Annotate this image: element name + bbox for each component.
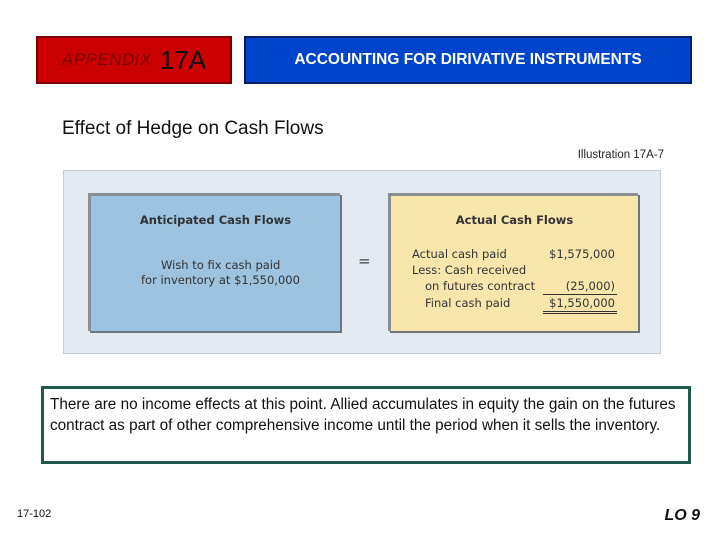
anticipated-heading: Anticipated Cash Flows bbox=[139, 213, 292, 227]
explanation-text: There are no income effects at this point. Allied accumulates in equity the gain on the futures contract as part of other comprehensive income until the period when it sells the inventory. bbox=[50, 396, 676, 434]
actual-cash-flows-card bbox=[388, 193, 638, 331]
appendix-word: APPENDIX bbox=[61, 50, 152, 69]
total-rule-2 bbox=[543, 313, 617, 314]
actual-heading: Actual Cash Flows bbox=[455, 213, 574, 227]
page-number: 17-102 bbox=[17, 508, 52, 520]
slide-title-text: ACCOUNTING FOR DIRIVATIVE INSTRUMENTS bbox=[294, 51, 642, 68]
anticipated-line-1: Wish to fix cash paid bbox=[161, 258, 281, 272]
actual-row-amount: (25,000) bbox=[565, 279, 615, 293]
anticipated-line-2: for inventory at $1,550,000 bbox=[141, 273, 300, 287]
learning-objective: LO 9 bbox=[664, 507, 700, 524]
subtotal-rule bbox=[543, 294, 617, 295]
slide-title bbox=[244, 36, 692, 84]
total-rule-1 bbox=[543, 311, 617, 312]
equals-sign: = bbox=[358, 252, 371, 270]
slide-subtitle: Effect of Hedge on Cash Flows bbox=[62, 118, 324, 139]
actual-row-amount: $1,575,000 bbox=[549, 247, 615, 261]
actual-row-label: Final cash paid bbox=[425, 296, 511, 310]
actual-row-label: Less: Cash received bbox=[412, 263, 527, 277]
actual-row-label: Actual cash paid bbox=[412, 247, 507, 261]
anticipated-cash-flows-card bbox=[88, 193, 340, 331]
actual-row-label: on futures contract bbox=[425, 279, 536, 293]
actual-row-amount: $1,550,000 bbox=[549, 296, 615, 310]
explanation-note bbox=[41, 386, 691, 464]
illustration-label: Illustration 17A-7 bbox=[577, 149, 664, 161]
appendix-number: 17A bbox=[159, 44, 207, 75]
anticipated-text bbox=[141, 258, 300, 288]
appendix-badge bbox=[36, 36, 232, 84]
